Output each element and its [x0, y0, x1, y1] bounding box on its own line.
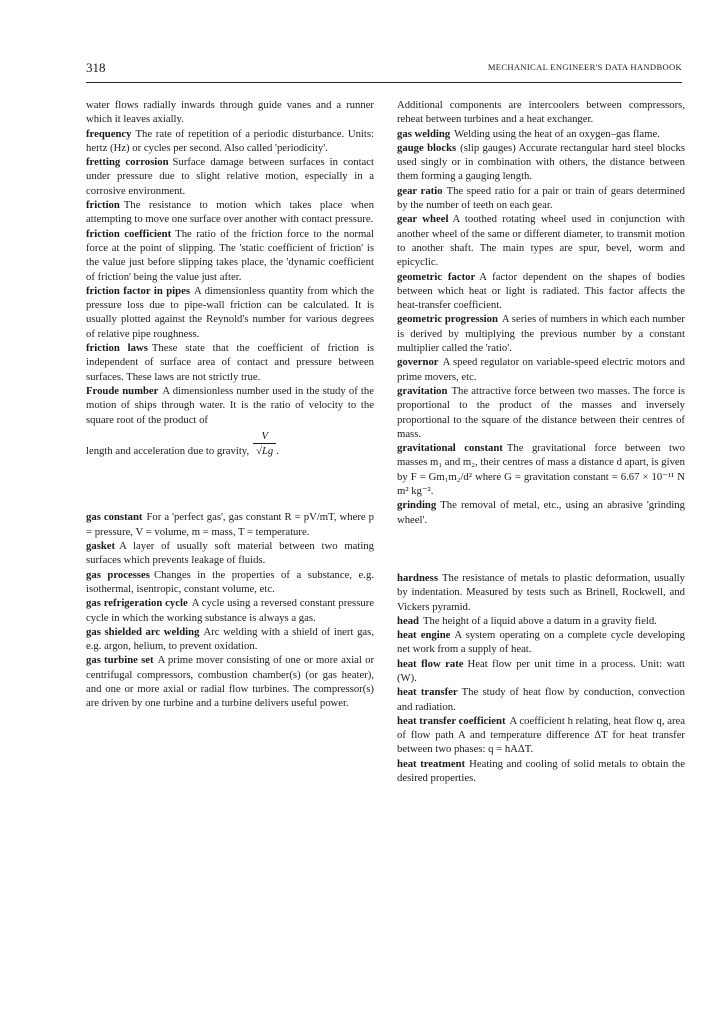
glossary-entry: [397, 628, 685, 657]
glossary-term: gear ratio: [397, 184, 443, 197]
glossary-term: gas constant: [86, 511, 143, 524]
glossary-entry: [397, 355, 685, 384]
left-entries-bottom: [86, 510, 374, 710]
page-header: [86, 60, 682, 83]
glossary-entry: [86, 625, 374, 654]
glossary-entry: [86, 198, 374, 227]
glossary-term: gas refrigeration cycle: [86, 597, 188, 610]
glossary-term: heat transfer coefficient: [397, 714, 506, 727]
glossary-entry: [86, 596, 374, 625]
glossary-definition: A dimensionless number used in the study of the motion of ships through water. It is the ratio of velocity to the square root of the product of: [86, 384, 374, 426]
glossary-term: gear wheel: [397, 213, 449, 226]
glossary-entry: [86, 653, 374, 710]
glossary-term: gas processes: [86, 568, 150, 581]
glossary-entry: [397, 685, 685, 714]
glossary-definition: The rate of repetition of a periodic disturbance. Units: hertz (Hz) or cycles per second. Also called 'periodicity'.: [86, 127, 374, 154]
glossary-definition: For a 'perfect gas', gas constant R = pV/mT, where p = pressure, V = volume, m = mass, T = temperature.: [86, 511, 374, 538]
glossary-definition: Surface damage between surfaces in contact under pressure due to slight relative motion, especially in a corrosive environment.: [86, 156, 374, 197]
formula-lead: length and acceleration due to gravity,: [86, 445, 250, 458]
glossary-term: governor: [397, 356, 439, 369]
glossary-term: gravitational constant: [397, 442, 503, 455]
glossary-term: friction factor in pipes: [86, 284, 190, 297]
glossary-term: hardness: [397, 571, 438, 584]
glossary-term: fretting corrosion: [86, 156, 169, 169]
glossary-entry: [397, 498, 685, 527]
glossary-term: geometric factor: [397, 270, 476, 283]
glossary-definition: Changes in the properties of a substance, e.g. isothermal, isentropic, constant volume, etc.: [86, 568, 374, 595]
glossary-definition: A factor dependent on the shapes of bodies between which heat or light is radiated. This factor affects the heat-transfer coefficient.: [397, 270, 685, 312]
glossary-definition: The resistance to motion which takes place when attempting to move one surface over another with contact pressure.: [86, 199, 374, 226]
glossary-term: heat engine: [397, 629, 451, 642]
glossary-entry: [86, 155, 374, 198]
glossary-term: geometric progression: [397, 313, 498, 326]
glossary-definition: The gravitational force between two masses m₁ and m₂, their centres of mass a distance d apart, is given by F = Gm₁m₂/d² where G = gravitation constant = 6.67 × 10⁻¹¹ N m² kg⁻².: [397, 442, 685, 498]
glossary-term: gravitation: [397, 384, 448, 397]
glossary-definition: The speed ratio for a pair or train of gears determined by the number of teeth on each gear.: [397, 184, 685, 212]
formula-trailing: .: [276, 445, 279, 458]
glossary-entry: [86, 539, 374, 568]
glossary-term: gasket: [86, 540, 116, 553]
page-number: 318: [86, 60, 106, 75]
glossary-definition: A prime mover consisting of one or more axial or centrifugal compressors, combustion chamber(s) (or gas heater), and one or more axial or radial flow turbines. The compressor(s) are driven by one turbine and a turbine delivers useful power.: [86, 654, 375, 710]
glossary-definition: The resistance of metals to plastic deformation, usually by indentation. Measured by tests such as Brinell, Rockwell, and Vickers pyramid.: [397, 571, 685, 613]
glossary-term: friction coefficient: [86, 227, 172, 240]
fraction-denominator: √Lg: [256, 445, 274, 458]
glossary-entry: [86, 227, 374, 284]
glossary-entry: [397, 312, 685, 355]
fraction-numerator: V: [253, 429, 276, 444]
glossary-definition: Arc welding with a shield of inert gas, e.g. argon, helium, to prevent oxidation.: [86, 625, 374, 653]
glossary-definition: (slip gauges) Accurate rectangular hard steel blocks used singly or in combination with others, the distance between them forming a gauging length.: [397, 141, 685, 183]
glossary-term: head: [397, 614, 419, 627]
glossary-definition: A series of numbers in which each number is derived by multiplying the previous number by a constant multiplier called the 'ratio'.: [397, 313, 685, 355]
left-entries-top: [86, 127, 374, 384]
continuation-text: Additional components are intercoolers between compressors, reheat between turbines and a heat exchanger.: [397, 99, 685, 126]
glossary-definition: A dimensionless quantity from which the pressure loss due to pipe-wall friction can be calculated. It is usually plotted against the Reynold's number for various degrees of relative pipe roughness.: [86, 284, 374, 340]
glossary-definition: A coefficient h relating, heat flow q, area of flow path A and temperature difference ΔT for heat transfer between two phases: q = hAΔT.: [397, 714, 685, 756]
glossary-entry: [397, 384, 685, 441]
glossary-entry: [397, 714, 685, 757]
glossary-entry: [86, 284, 374, 341]
glossary-definition: A speed regulator on variable-speed electric motors and prime movers, etc.: [397, 356, 685, 383]
glossary-entry: [86, 127, 374, 156]
glossary-term: friction: [86, 199, 120, 212]
glossary-entry: [397, 757, 685, 786]
glossary-term: heat flow rate: [397, 657, 464, 670]
glossary-term: grinding: [397, 499, 437, 512]
glossary-definition: The height of a liquid above a datum in a gravity field.: [422, 614, 657, 627]
left-column: [86, 98, 374, 711]
glossary-term: friction laws: [86, 342, 148, 355]
glossary-definition: A cycle using a reversed constant pressure cycle in which the working substance is always a gas.: [86, 597, 375, 624]
glossary-term: gas welding: [397, 127, 451, 140]
glossary-definition: A system operating on a complete cycle developing net work from a supply of heat.: [397, 629, 686, 656]
glossary-entry: [86, 510, 374, 539]
glossary-term: frequency: [86, 127, 132, 140]
glossary-term: Froude number: [86, 384, 159, 397]
glossary-entry: [397, 571, 685, 614]
glossary-definition: A layer of usually soft material between two mating surfaces which prevents leakage of fluids.: [86, 540, 374, 567]
glossary-entry: [397, 184, 685, 213]
glossary-entry: [86, 568, 374, 597]
right-entries-bottom: [397, 571, 685, 785]
glossary-entry: [397, 657, 685, 686]
glossary-definition: The removal of metal, etc., using an abrasive 'grinding wheel'.: [397, 499, 685, 526]
glossary-definition: The attractive force between two masses. The force is proportional to the product of the masses and inversely proportional to the square of the distance between their centres of mass.: [397, 384, 685, 440]
glossary-entry: [397, 212, 685, 269]
glossary-entry: [397, 614, 685, 628]
glossary-definition: Welding using the heat of an oxygen–gas flame.: [454, 127, 660, 140]
froude-formula: [86, 429, 374, 459]
glossary-definition: Heat flow per unit time in a process. Unit: watt (W).: [397, 657, 685, 684]
running-title: MECHANICAL ENGINEER'S DATA HANDBOOK: [487, 62, 682, 72]
right-entries-top: [397, 127, 685, 527]
glossary-definition: The ratio of the friction force to the normal force at the point of slipping. The 'static coefficient of friction' is the value just before slipping takes place, the 'dynamic coefficient of friction' being the value just after.: [86, 227, 374, 283]
fraction: [253, 429, 276, 459]
glossary-definition: Heating and cooling of solid metals to obtain the desired properties.: [397, 757, 685, 785]
glossary-entry: [397, 141, 685, 184]
continuation-text: water flows radially inwards through guide vanes and a runner which it leaves axially.: [86, 99, 374, 126]
glossary-definition: A toothed rotating wheel used in conjunction with another wheel of the same or different diameter, to transmit motion to another shaft. The main types are spur, bevel, worm and epicyclic.: [397, 213, 686, 269]
glossary-entry-froude-number: [86, 384, 374, 427]
glossary-term: heat transfer: [397, 686, 458, 699]
glossary-entry: [397, 441, 685, 498]
right-column: [397, 98, 685, 785]
glossary-term: gauge blocks: [397, 141, 457, 154]
glossary-entry: [397, 270, 685, 313]
glossary-term: gas shielded arc welding: [86, 625, 200, 638]
glossary-entry: [397, 127, 685, 141]
glossary-entry: [86, 341, 374, 384]
glossary-term: heat treatment: [397, 757, 466, 770]
glossary-definition: These state that the coefficient of friction is independent of surface area of contact and pressure between surfaces. These laws are not strictly true.: [86, 342, 374, 383]
glossary-definition: The study of heat flow by conduction, convection and radiation.: [397, 686, 686, 713]
glossary-term: gas turbine set: [86, 654, 154, 667]
